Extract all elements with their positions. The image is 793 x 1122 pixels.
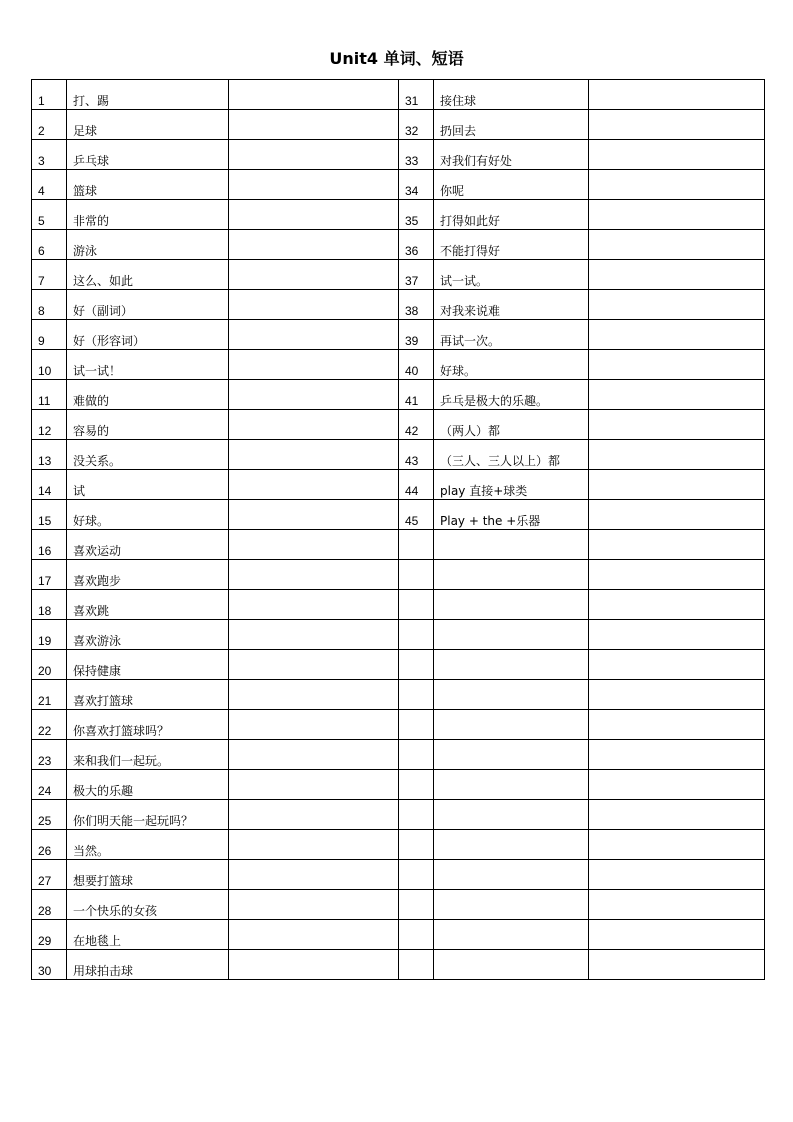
right-prompt-cell: 不能打得好 xyxy=(434,230,589,260)
right-number-cell: 41 xyxy=(399,380,434,410)
left-answer-cell[interactable] xyxy=(229,800,399,830)
left-answer-cell[interactable] xyxy=(229,470,399,500)
table-row xyxy=(32,740,765,770)
right-answer-cell[interactable] xyxy=(589,560,765,590)
right-number-cell xyxy=(399,740,434,770)
right-prompt-cell: （两人）都 xyxy=(434,410,589,440)
left-answer-cell[interactable] xyxy=(229,80,399,110)
left-number-cell: 17 xyxy=(32,560,67,590)
right-prompt-cell: 打得如此好 xyxy=(434,200,589,230)
right-answer-cell[interactable] xyxy=(589,410,765,440)
left-answer-cell[interactable] xyxy=(229,260,399,290)
table-row xyxy=(32,500,765,530)
left-prompt-cell: 非常的 xyxy=(67,200,229,230)
right-number-cell xyxy=(399,560,434,590)
left-answer-cell[interactable] xyxy=(229,350,399,380)
table-row xyxy=(32,320,765,350)
right-prompt-cell: 接住球 xyxy=(434,80,589,110)
left-answer-cell[interactable] xyxy=(229,530,399,560)
right-number-cell xyxy=(399,530,434,560)
left-number-cell: 20 xyxy=(32,650,67,680)
table-row xyxy=(32,230,765,260)
left-answer-cell[interactable] xyxy=(229,500,399,530)
left-number-cell: 25 xyxy=(32,800,67,830)
right-answer-cell[interactable] xyxy=(589,950,765,980)
right-number-cell: 40 xyxy=(399,350,434,380)
left-number-cell: 26 xyxy=(32,830,67,860)
left-prompt-cell: 好（形容词） xyxy=(67,320,229,350)
right-answer-cell[interactable] xyxy=(589,710,765,740)
left-prompt-cell: 喜欢运动 xyxy=(67,530,229,560)
left-prompt-cell: 喜欢游泳 xyxy=(67,620,229,650)
left-prompt-cell: 一个快乐的女孩 xyxy=(67,890,229,920)
right-prompt-cell xyxy=(434,530,589,560)
left-prompt-cell: 试一试！ xyxy=(67,350,229,380)
left-answer-cell[interactable] xyxy=(229,440,399,470)
table-row xyxy=(32,860,765,890)
left-prompt-cell: 你喜欢打篮球吗？ xyxy=(67,710,229,740)
left-answer-cell[interactable] xyxy=(229,410,399,440)
right-answer-cell[interactable] xyxy=(589,920,765,950)
left-number-cell: 3 xyxy=(32,140,67,170)
right-prompt-cell: Play + the +乐器 xyxy=(434,500,589,530)
table-row xyxy=(32,200,765,230)
table-row xyxy=(32,560,765,590)
left-number-cell: 29 xyxy=(32,920,67,950)
right-answer-cell[interactable] xyxy=(589,830,765,860)
left-number-cell: 5 xyxy=(32,200,67,230)
left-answer-cell[interactable] xyxy=(229,110,399,140)
left-answer-cell[interactable] xyxy=(229,680,399,710)
right-number-cell xyxy=(399,950,434,980)
table-row xyxy=(32,350,765,380)
right-prompt-cell xyxy=(434,620,589,650)
left-number-cell: 8 xyxy=(32,290,67,320)
table-row xyxy=(32,530,765,560)
right-answer-cell[interactable] xyxy=(589,290,765,320)
left-number-cell: 23 xyxy=(32,740,67,770)
right-number-cell: 42 xyxy=(399,410,434,440)
right-answer-cell[interactable] xyxy=(589,140,765,170)
right-answer-cell[interactable] xyxy=(589,500,765,530)
left-answer-cell[interactable] xyxy=(229,230,399,260)
right-number-cell: 33 xyxy=(399,140,434,170)
left-number-cell: 4 xyxy=(32,170,67,200)
left-number-cell: 16 xyxy=(32,530,67,560)
right-answer-cell[interactable] xyxy=(589,350,765,380)
table-row xyxy=(32,800,765,830)
left-answer-cell[interactable] xyxy=(229,320,399,350)
left-prompt-cell: 乒乓球 xyxy=(67,140,229,170)
table-row xyxy=(32,380,765,410)
right-answer-cell[interactable] xyxy=(589,170,765,200)
left-prompt-cell: 打、踢 xyxy=(67,80,229,110)
table-row xyxy=(32,140,765,170)
right-number-cell: 43 xyxy=(399,440,434,470)
right-number-cell xyxy=(399,860,434,890)
right-answer-cell[interactable] xyxy=(589,260,765,290)
right-answer-cell[interactable] xyxy=(589,230,765,260)
left-prompt-cell: 极大的乐趣 xyxy=(67,770,229,800)
left-prompt-cell: 容易的 xyxy=(67,410,229,440)
left-number-cell: 27 xyxy=(32,860,67,890)
right-answer-cell[interactable] xyxy=(589,200,765,230)
right-number-cell: 37 xyxy=(399,260,434,290)
right-answer-cell[interactable] xyxy=(589,320,765,350)
left-answer-cell[interactable] xyxy=(229,590,399,620)
left-answer-cell[interactable] xyxy=(229,140,399,170)
left-prompt-cell: 当然。 xyxy=(67,830,229,860)
left-number-cell: 10 xyxy=(32,350,67,380)
right-answer-cell[interactable] xyxy=(589,590,765,620)
right-answer-cell[interactable] xyxy=(589,80,765,110)
left-number-cell: 7 xyxy=(32,260,67,290)
right-prompt-cell xyxy=(434,830,589,860)
right-number-cell xyxy=(399,800,434,830)
left-number-cell: 22 xyxy=(32,710,67,740)
right-number-cell: 32 xyxy=(399,110,434,140)
table-row xyxy=(32,830,765,860)
left-prompt-cell: 喜欢跳 xyxy=(67,590,229,620)
left-number-cell: 30 xyxy=(32,950,67,980)
left-prompt-cell: 好球。 xyxy=(67,500,229,530)
right-number-cell: 44 xyxy=(399,470,434,500)
right-prompt-cell: 扔回去 xyxy=(434,110,589,140)
vocabulary-table xyxy=(31,79,765,980)
left-prompt-cell: 游泳 xyxy=(67,230,229,260)
left-number-cell: 9 xyxy=(32,320,67,350)
right-answer-cell[interactable] xyxy=(589,650,765,680)
right-answer-cell[interactable] xyxy=(589,530,765,560)
table-row xyxy=(32,680,765,710)
left-answer-cell[interactable] xyxy=(229,830,399,860)
right-answer-cell[interactable] xyxy=(589,800,765,830)
right-number-cell: 45 xyxy=(399,500,434,530)
left-answer-cell[interactable] xyxy=(229,770,399,800)
right-prompt-cell xyxy=(434,860,589,890)
right-number-cell xyxy=(399,770,434,800)
right-answer-cell[interactable] xyxy=(589,890,765,920)
left-prompt-cell: 试 xyxy=(67,470,229,500)
right-number-cell xyxy=(399,680,434,710)
left-answer-cell[interactable] xyxy=(229,890,399,920)
right-prompt-cell xyxy=(434,800,589,830)
left-number-cell: 14 xyxy=(32,470,67,500)
left-number-cell: 21 xyxy=(32,680,67,710)
right-answer-cell[interactable] xyxy=(589,380,765,410)
right-prompt-cell: 对我们有好处 xyxy=(434,140,589,170)
right-number-cell xyxy=(399,620,434,650)
table-row xyxy=(32,290,765,320)
right-prompt-cell: 你呢 xyxy=(434,170,589,200)
right-prompt-cell: 再试一次。 xyxy=(434,320,589,350)
right-answer-cell[interactable] xyxy=(589,110,765,140)
table-row xyxy=(32,770,765,800)
right-prompt-cell: （三人、三人以上）都 xyxy=(434,440,589,470)
left-number-cell: 2 xyxy=(32,110,67,140)
right-number-cell xyxy=(399,710,434,740)
right-number-cell xyxy=(399,650,434,680)
table-row xyxy=(32,710,765,740)
left-answer-cell[interactable] xyxy=(229,860,399,890)
table-row xyxy=(32,110,765,140)
left-prompt-cell: 你们明天能一起玩吗？ xyxy=(67,800,229,830)
left-answer-cell[interactable] xyxy=(229,920,399,950)
left-answer-cell[interactable] xyxy=(229,950,399,980)
left-prompt-cell: 在地毯上 xyxy=(67,920,229,950)
table-row xyxy=(32,650,765,680)
right-prompt-cell xyxy=(434,920,589,950)
vocabulary-table-body xyxy=(32,80,765,980)
right-number-cell xyxy=(399,830,434,860)
right-number-cell: 39 xyxy=(399,320,434,350)
right-prompt-cell xyxy=(434,560,589,590)
right-prompt-cell: 试一试。 xyxy=(434,260,589,290)
left-prompt-cell: 用球拍击球 xyxy=(67,950,229,980)
left-answer-cell[interactable] xyxy=(229,290,399,320)
left-answer-cell[interactable] xyxy=(229,170,399,200)
left-number-cell: 24 xyxy=(32,770,67,800)
left-prompt-cell: 喜欢跑步 xyxy=(67,560,229,590)
right-prompt-cell xyxy=(434,680,589,710)
left-answer-cell[interactable] xyxy=(229,560,399,590)
left-answer-cell[interactable] xyxy=(229,200,399,230)
left-number-cell: 18 xyxy=(32,590,67,620)
page-title: Unit4 单词、短语 xyxy=(329,49,464,68)
right-number-cell xyxy=(399,890,434,920)
left-prompt-cell: 好（副词） xyxy=(67,290,229,320)
right-number-cell: 35 xyxy=(399,200,434,230)
left-answer-cell[interactable] xyxy=(229,740,399,770)
left-prompt-cell: 足球 xyxy=(67,110,229,140)
right-answer-cell[interactable] xyxy=(589,770,765,800)
table-row xyxy=(32,620,765,650)
right-prompt-cell xyxy=(434,650,589,680)
left-prompt-cell: 来和我们一起玩。 xyxy=(67,740,229,770)
right-prompt-cell xyxy=(434,950,589,980)
right-prompt-cell: 对我来说难 xyxy=(434,290,589,320)
left-answer-cell[interactable] xyxy=(229,620,399,650)
left-prompt-cell: 难做的 xyxy=(67,380,229,410)
right-answer-cell[interactable] xyxy=(589,620,765,650)
right-number-cell: 34 xyxy=(399,170,434,200)
table-row xyxy=(32,470,765,500)
table-row xyxy=(32,440,765,470)
left-number-cell: 19 xyxy=(32,620,67,650)
left-prompt-cell: 没关系。 xyxy=(67,440,229,470)
left-prompt-cell: 喜欢打篮球 xyxy=(67,680,229,710)
right-answer-cell[interactable] xyxy=(589,470,765,500)
table-row xyxy=(32,950,765,980)
left-number-cell: 1 xyxy=(32,80,67,110)
left-number-cell: 13 xyxy=(32,440,67,470)
right-prompt-cell xyxy=(434,740,589,770)
left-prompt-cell: 想要打篮球 xyxy=(67,860,229,890)
right-prompt-cell xyxy=(434,590,589,620)
right-prompt-cell: 乒乓是极大的乐趣。 xyxy=(434,380,589,410)
right-prompt-cell: play 直接+球类 xyxy=(434,470,589,500)
left-answer-cell[interactable] xyxy=(229,710,399,740)
table-row xyxy=(32,890,765,920)
table-row xyxy=(32,590,765,620)
right-prompt-cell xyxy=(434,890,589,920)
right-prompt-cell xyxy=(434,710,589,740)
table-row xyxy=(32,170,765,200)
right-prompt-cell: 好球。 xyxy=(434,350,589,380)
right-number-cell xyxy=(399,590,434,620)
right-number-cell: 36 xyxy=(399,230,434,260)
left-answer-cell[interactable] xyxy=(229,380,399,410)
left-prompt-cell: 篮球 xyxy=(67,170,229,200)
right-number-cell: 38 xyxy=(399,290,434,320)
left-number-cell: 6 xyxy=(32,230,67,260)
left-number-cell: 11 xyxy=(32,380,67,410)
left-prompt-cell: 保持健康 xyxy=(67,650,229,680)
right-number-cell: 31 xyxy=(399,80,434,110)
right-answer-cell[interactable] xyxy=(589,440,765,470)
right-prompt-cell xyxy=(434,770,589,800)
left-answer-cell[interactable] xyxy=(229,650,399,680)
left-number-cell: 28 xyxy=(32,890,67,920)
right-answer-cell[interactable] xyxy=(589,860,765,890)
right-answer-cell[interactable] xyxy=(589,740,765,770)
right-answer-cell[interactable] xyxy=(589,680,765,710)
table-row xyxy=(32,260,765,290)
left-number-cell: 15 xyxy=(32,500,67,530)
table-row xyxy=(32,410,765,440)
left-number-cell: 12 xyxy=(32,410,67,440)
table-row xyxy=(32,80,765,110)
left-prompt-cell: 这么、如此 xyxy=(67,260,229,290)
table-row xyxy=(32,920,765,950)
right-number-cell xyxy=(399,920,434,950)
